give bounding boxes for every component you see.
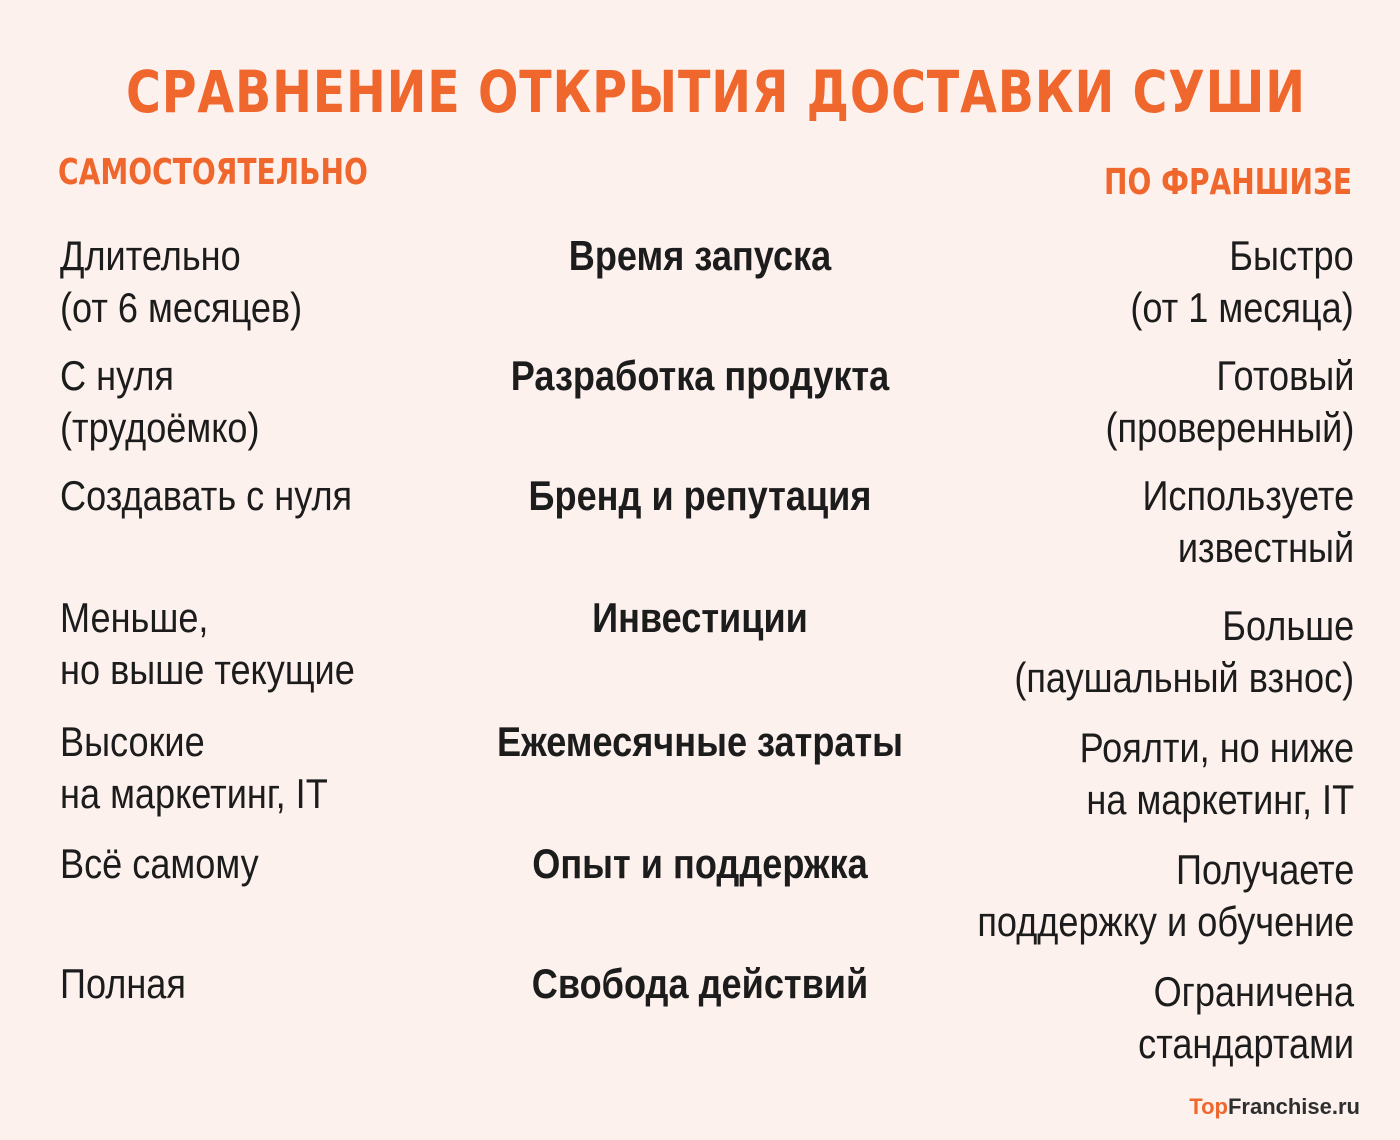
criterion-label: Разработка продукта: [510, 352, 890, 399]
page-title: СРАВНЕНИЕ ОТКРЫТИЯ ДОСТАВКИ СУШИ: [126, 58, 1306, 126]
franchise-value-line: стандартами: [1138, 1020, 1354, 1067]
self-value: [60, 470, 352, 522]
comparison-row: [0, 350, 1400, 470]
self-value-line: (от 6 месяцев): [60, 284, 303, 331]
franchise-value-line: на маркетинг, IT: [1086, 776, 1354, 823]
self-value-line: Всё самому: [60, 840, 259, 887]
self-value: [60, 716, 328, 820]
franchise-value-line: Готовый: [1216, 352, 1354, 399]
franchise-value-line: Быстро: [1229, 232, 1354, 279]
comparison-row: [0, 592, 1400, 712]
comparison-row: [0, 470, 1400, 590]
franchise-value: [1131, 230, 1354, 334]
criterion-label: Опыт и поддержка: [532, 840, 868, 887]
self-value: [60, 592, 355, 696]
comparison-row: [0, 958, 1400, 1078]
franchise-value-line: Получаете: [1175, 846, 1354, 893]
self-value-line: Создавать с нуля: [60, 472, 353, 519]
franchise-value: [977, 844, 1354, 948]
self-value-line: на маркетинг, IT: [60, 770, 328, 817]
criterion-label: Бренд и репутация: [528, 472, 872, 519]
comparison-row: [0, 716, 1400, 836]
franchise-value: [1080, 722, 1354, 826]
self-value-line: но выше текущие: [60, 646, 355, 693]
franchise-value: [1014, 600, 1354, 704]
column-header-self: САМОСТОЯТЕЛЬНО: [58, 152, 368, 193]
franchise-value-line: (проверенный): [1105, 404, 1354, 451]
self-value: [60, 350, 260, 454]
franchise-value-line: Больше: [1222, 602, 1354, 649]
brand-part-top: Top: [1189, 1094, 1228, 1119]
brand-part-rest: Franchise.ru: [1227, 1094, 1360, 1119]
criterion-label: Ежемесячные затраты: [496, 718, 904, 765]
franchise-value-line: Используете: [1142, 472, 1354, 519]
self-value: [60, 230, 302, 334]
comparison-row: [0, 838, 1400, 958]
franchise-value-line: (от 1 месяца): [1130, 284, 1354, 331]
self-value-line: Длительно: [60, 232, 241, 279]
franchise-value-line: известный: [1177, 524, 1354, 571]
self-value-line: С нуля: [60, 352, 174, 399]
self-value: [60, 838, 259, 890]
franchise-value-line: Роялти, но ниже: [1079, 724, 1354, 771]
self-value-line: Полная: [60, 960, 186, 1007]
franchise-value-line: Ограничена: [1153, 968, 1354, 1015]
self-value-line: (трудоёмко): [60, 404, 260, 451]
brand-watermark: [1189, 1094, 1360, 1120]
franchise-value: [1142, 470, 1354, 574]
criterion-label: Свобода действий: [531, 960, 869, 1007]
franchise-value: [1138, 966, 1354, 1070]
criterion-label: Время запуска: [568, 232, 832, 279]
self-value-line: Высокие: [60, 718, 205, 765]
self-value: [60, 958, 186, 1010]
column-header-franchise: ПО ФРАНШИЗЕ: [1103, 162, 1352, 203]
franchise-value: [1105, 350, 1354, 454]
franchise-value-line: поддержку и обучение: [976, 898, 1354, 945]
self-value-line: Меньше,: [60, 594, 209, 641]
comparison-row: [0, 230, 1400, 350]
franchise-value-line: (паушальный взнос): [1014, 654, 1354, 701]
criterion-label: Инвестиции: [592, 594, 808, 641]
